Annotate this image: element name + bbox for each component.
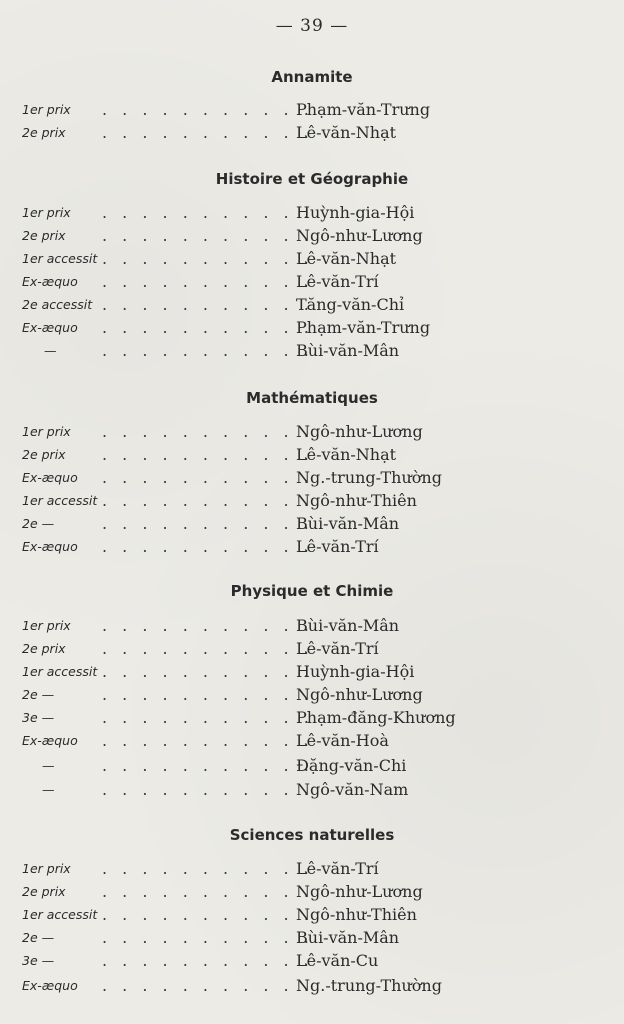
student-name: Lê-văn-Trí: [296, 272, 379, 291]
list-item: [22, 616, 622, 638]
dot-leader: . . . . . . . . . . .: [102, 318, 314, 337]
student-name: Ngô-như-Lương: [296, 422, 423, 441]
dot-leader: . . . . . . . . . . .: [102, 272, 314, 291]
student-name: Ng.-trung-Thường: [296, 976, 442, 995]
dot-leader: . . . . . . . . . . .: [102, 445, 314, 464]
list-item: [22, 226, 622, 248]
list-item: [22, 123, 622, 145]
student-name: Lê-văn-Trí: [296, 859, 379, 878]
dot-leader: . . . . . . . . . . .: [102, 756, 314, 775]
list-item: [22, 639, 622, 661]
dot-leader: . . . . . . . . . . .: [102, 468, 314, 487]
rank-label: 3e —: [22, 953, 55, 968]
rank-label: 2e accessit: [22, 297, 93, 312]
rank-label: Ex-æquo: [22, 470, 78, 485]
dot-leader: . . . . . . . . . . .: [102, 928, 314, 947]
student-name: Lê-văn-Hoà: [296, 731, 389, 750]
dot-leader: . . . . . . . . . . .: [102, 203, 314, 222]
student-name: Bùi-văn-Mân: [296, 514, 400, 533]
student-name: Bùi-văn-Mân: [296, 616, 400, 635]
student-name: Lê-văn-Nhạt: [296, 249, 397, 268]
dot-leader: . . . . . . . . . . .: [102, 422, 314, 441]
rank-label: 1er prix: [22, 424, 71, 439]
list-item: [22, 295, 622, 317]
rank-label: 1er accessit: [22, 251, 98, 266]
student-name: Phạm-văn-Trưng: [296, 318, 431, 337]
student-name: Ngô-như-Thiên: [296, 491, 417, 510]
list-item: [22, 882, 622, 904]
list-item: [22, 318, 622, 340]
rank-label: 3e —: [22, 710, 55, 725]
list-item: [22, 272, 622, 294]
student-name: Bùi-văn-Mân: [296, 928, 400, 947]
list-item: [22, 859, 622, 881]
section-title-annamite: Annamite: [271, 68, 353, 86]
list-item: [22, 951, 622, 973]
rank-label: 1er prix: [22, 205, 71, 220]
dot-leader: . . . . . . . . . . .: [102, 537, 314, 556]
student-name: Lê-văn-Nhạt: [296, 445, 397, 464]
student-name: Ngô-như-Thiên: [296, 905, 417, 924]
student-name: Lê-văn-Trí: [296, 537, 379, 556]
dot-leader: . . . . . . . . . . .: [102, 859, 314, 878]
list-item: [22, 203, 622, 225]
rank-label: 2e prix: [22, 641, 66, 656]
student-name: Đặng-văn-Chi: [296, 756, 407, 775]
student-name: Lê-văn-Trí: [296, 639, 379, 658]
rank-label: 2e —: [22, 687, 55, 702]
dot-leader: . . . . . . . . . . .: [102, 341, 314, 360]
section-title-physique-chimie: Physique et Chimie: [230, 582, 394, 600]
rank-label: 2e prix: [22, 125, 66, 140]
student-name: Ngô-như-Lương: [296, 226, 423, 245]
dot-leader: . . . . . . . . . . .: [102, 662, 314, 681]
student-name: Lê-văn-Nhạt: [296, 123, 397, 142]
section-title-histoire-geographie: Histoire et Géographie: [215, 170, 409, 188]
rank-label: 2e prix: [22, 884, 66, 899]
student-name: Lê-văn-Cu: [296, 951, 379, 970]
dot-leader: . . . . . . . . . . .: [102, 882, 314, 901]
list-item: [22, 341, 622, 363]
rank-label: Ex-æquo: [22, 539, 78, 554]
list-item: [22, 780, 622, 802]
list-item: [22, 445, 622, 467]
student-name: Ngô-văn-Nam: [296, 780, 409, 799]
list-item: [22, 928, 622, 950]
dot-leader: . . . . . . . . . . .: [102, 100, 314, 119]
list-item: [22, 756, 622, 778]
student-name: Ngô-như-Lương: [296, 685, 423, 704]
dot-leader: . . . . . . . . . . .: [102, 708, 314, 727]
list-item: [22, 249, 622, 271]
list-item: [22, 422, 622, 444]
list-item: [22, 731, 622, 753]
dot-leader: . . . . . . . . . . .: [102, 514, 314, 533]
rank-label: Ex-æquo: [22, 320, 78, 335]
dot-leader: . . . . . . . . . . .: [102, 491, 314, 510]
rank-label: 1er prix: [22, 618, 71, 633]
rank-label: 2e —: [22, 930, 55, 945]
list-item: [22, 537, 622, 559]
list-item: [22, 514, 622, 536]
dot-leader: . . . . . . . . . . .: [102, 616, 314, 635]
list-item: [22, 685, 622, 707]
rank-label: Ex-æquo: [22, 733, 78, 748]
student-name: Ngô-như-Lương: [296, 882, 423, 901]
dot-leader: . . . . . . . . . . .: [102, 951, 314, 970]
student-name: Phạm-đăng-Khương: [296, 708, 456, 727]
rank-label: Ex-æquo: [22, 978, 78, 993]
dot-leader: . . . . . . . . . . .: [102, 731, 314, 750]
student-name: Tăng-văn-Chỉ: [296, 295, 405, 314]
rank-label: 2e —: [22, 516, 55, 531]
student-name: Huỳnh-gia-Hội: [296, 662, 415, 681]
dot-leader: . . . . . . . . . . .: [102, 780, 314, 799]
list-item: [22, 100, 622, 122]
dot-leader: . . . . . . . . . . .: [102, 295, 314, 314]
list-item: [22, 905, 622, 927]
list-item: [22, 976, 622, 998]
student-name: Phạm-văn-Trưng: [296, 100, 431, 119]
list-item: [22, 468, 622, 490]
student-name: Huỳnh-gia-Hội: [296, 203, 415, 222]
rank-label: 2e prix: [22, 447, 66, 462]
rank-label: 1er accessit: [22, 907, 98, 922]
rank-label: Ex-æquo: [22, 274, 78, 289]
dot-leader: . . . . . . . . . . .: [102, 976, 314, 995]
rank-label: —: [44, 343, 57, 358]
dot-leader: . . . . . . . . . . .: [102, 123, 314, 142]
rank-label: 1er accessit: [22, 664, 98, 679]
rank-label: 1er accessit: [22, 493, 98, 508]
rank-label: —: [42, 758, 55, 773]
dot-leader: . . . . . . . . . . .: [102, 685, 314, 704]
list-item: [22, 662, 622, 684]
rank-label: 1er prix: [22, 102, 71, 117]
page-number: — 39 —: [275, 16, 349, 36]
rank-label: 2e prix: [22, 228, 66, 243]
dot-leader: . . . . . . . . . . .: [102, 226, 314, 245]
student-name: Bùi-văn-Mân: [296, 341, 400, 360]
dot-leader: . . . . . . . . . . .: [102, 639, 314, 658]
section-title-mathematiques: Mathématiques: [246, 389, 378, 407]
student-name: Ng.-trung-Thường: [296, 468, 442, 487]
rank-label: —: [42, 782, 55, 797]
list-item: [22, 491, 622, 513]
rank-label: 1er prix: [22, 861, 71, 876]
dot-leader: . . . . . . . . . . .: [102, 249, 314, 268]
list-item: [22, 708, 622, 730]
dot-leader: . . . . . . . . . . .: [102, 905, 314, 924]
section-title-sciences-naturelles: Sciences naturelles: [229, 826, 395, 844]
